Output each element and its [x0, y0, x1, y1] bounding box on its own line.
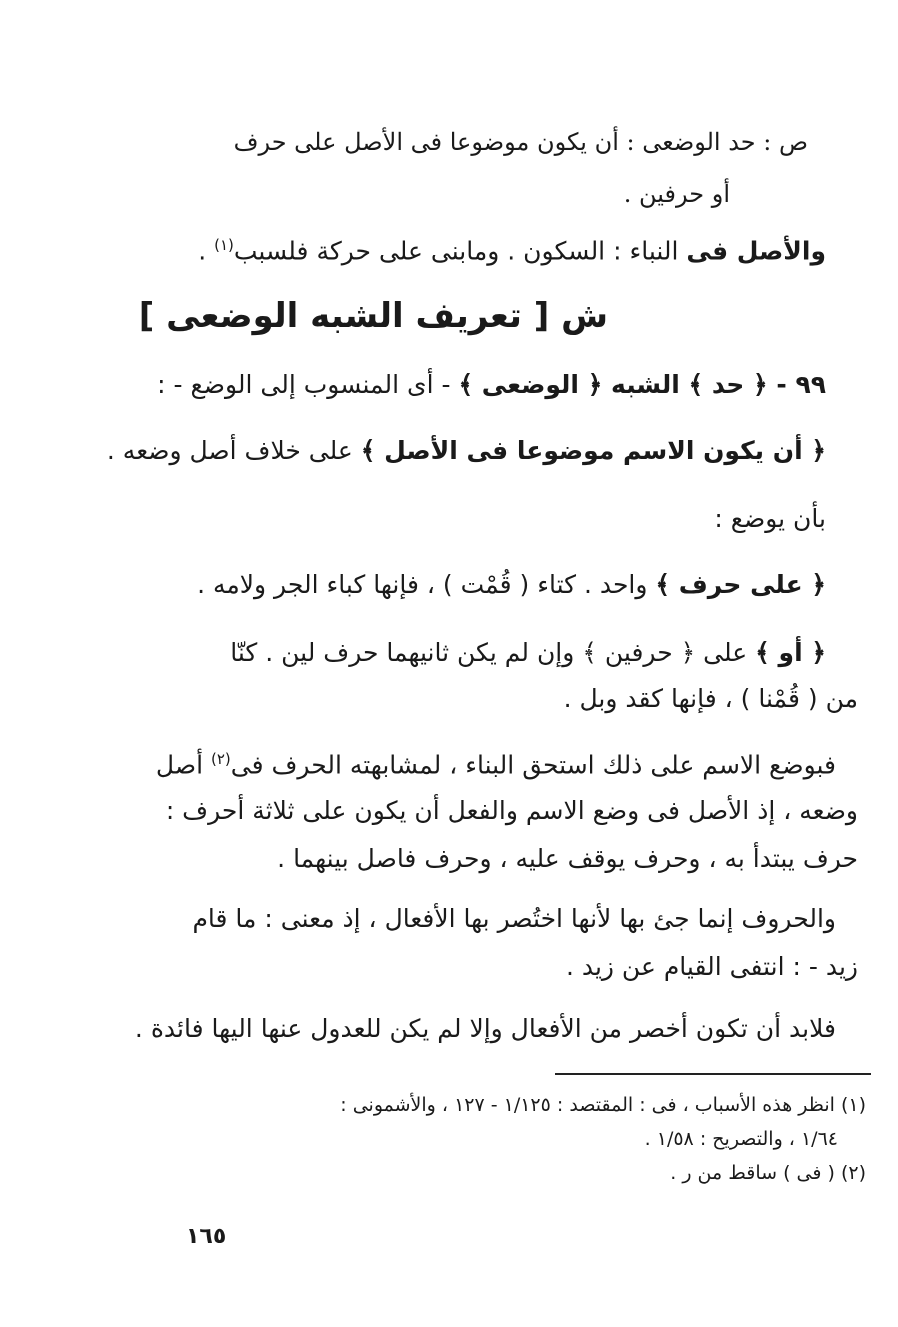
footnote-1-line-2: ١/٦٤ ، والتصريح : ١/٥٨ .: [644, 1128, 838, 1150]
sharh-line-3: بأن يوضع :: [714, 504, 826, 533]
sharh-line-6: من ( قُمْنا ) ، فإنها كقد وبل .: [563, 684, 858, 713]
para3-line-1: والحروف إنما جئ بها لأنها اختُصر بها الأفعال ، إذ معنى : ما قام: [192, 904, 836, 933]
footnote-1-line-1: (١) انظر هذه الأسباب ، فى : المقتصد : ١/١٢٥ - ١٢٧ ، والأشمونى :: [340, 1094, 866, 1116]
matn-line-1: ص : حد الوضعى : أن يكون موضوعا فى الأصل على حرف: [233, 128, 808, 156]
footnote-mark-1: (١): [214, 236, 234, 254]
section-heading: ش [ تعريف الشبه الوضعى ]: [138, 296, 608, 336]
sharh-line-1: [157, 370, 826, 399]
sharh-line-5-bold: ﴿ أو ﴾: [755, 638, 826, 667]
sharh-line-1-text: - أى المنسوب إلى الوضع - :: [157, 370, 451, 399]
para4-line: فلابد أن تكون أخصر من الأفعال وإلا لم يكن للعدول عنها اليها فائدة .: [134, 1014, 836, 1043]
para2-line-1b: أصل: [155, 750, 204, 780]
sharh-line-4-text: واحد . كتاء ( قُمْت ) ، فإنها كباء الجر ولامه .: [197, 570, 648, 599]
sharh-line-2-text: على خلاف أصل وضعه .: [106, 436, 353, 465]
matn-line-2: أو حرفين .: [623, 180, 730, 208]
page-number: ١٦٥: [186, 1224, 227, 1249]
sharh-line-2: [107, 436, 826, 465]
sharh-line-5: [230, 638, 826, 667]
note-end: .: [198, 236, 207, 266]
footnote-2: (٢) ( فى ) ساقط من ر .: [670, 1162, 866, 1184]
sharh-line-2-bold: ﴿ أن يكون الاسم موضوعا فى الأصل ﴾: [360, 436, 826, 465]
note-text: النباء : السكون . ومابنى على حركة فلسبب: [233, 236, 679, 266]
para2-line-1a: فبوضع الاسم على ذلك استحق البناء ، لمشابهته الحرف فى: [230, 750, 836, 780]
para2-line-1: [156, 750, 836, 779]
sharh-line-1-bold: ٩٩ - ﴿ حد ﴾ الشبه ﴿ الوضعى ﴾: [458, 370, 826, 399]
footnote-separator: [555, 1073, 871, 1075]
para2-line-2: وضعه ، إذ الأصل فى وضع الاسم والفعل أن يكون على ثلاثة أحرف :: [165, 796, 858, 825]
sharh-line-4-bold: ﴿ على حرف ﴾: [655, 570, 826, 599]
para3-line-2: زيد - : انتفى القيام عن زيد .: [565, 952, 858, 981]
para2-line-3: حرف يبتدأ به ، وحرف يوقف عليه ، وحرف فاصل بينهما .: [277, 844, 858, 873]
note-line: [198, 236, 826, 265]
sharh-line-5-text: على ﴿ حرفين ﴾ وإن لم يكن ثانيهما حرف لين . كنّا: [230, 638, 748, 667]
sharh-line-4: [197, 570, 826, 599]
note-bold: والأصل فى: [686, 236, 826, 266]
footnote-mark-2: (٢): [210, 750, 231, 768]
